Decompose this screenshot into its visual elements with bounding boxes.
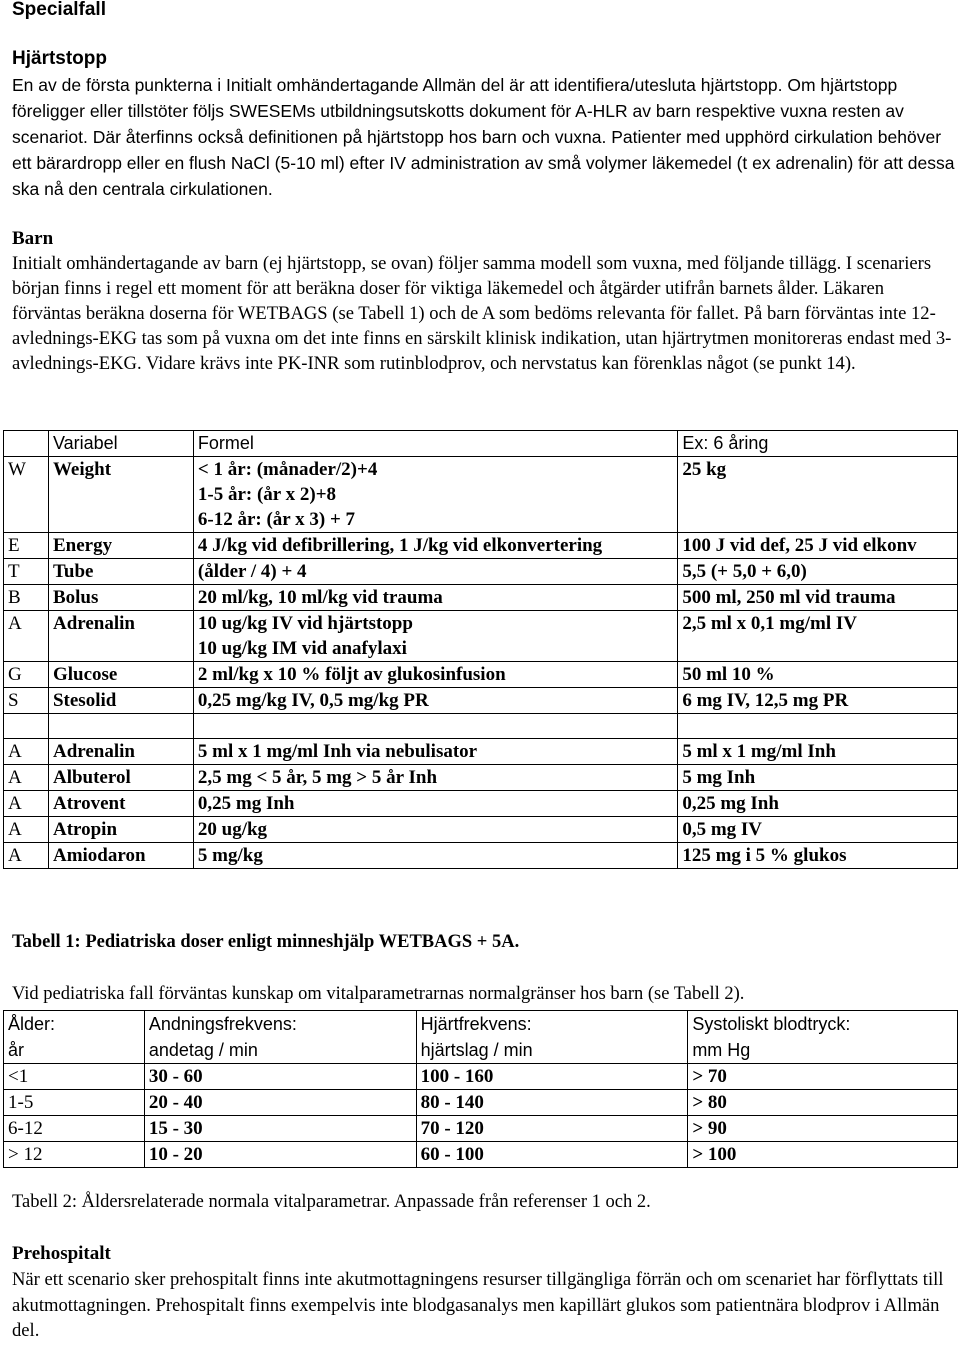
example-cell [678, 714, 958, 739]
header-resp: Andningsfrekvens: andetag / min [144, 1011, 416, 1064]
table-row [4, 662, 958, 688]
table-row [4, 1116, 958, 1142]
letter-cell: E [4, 533, 49, 559]
table-row [4, 533, 958, 559]
letter-cell: A [4, 765, 49, 791]
hr-cell: 100 - 160 [416, 1064, 688, 1090]
paragraph-barn: Initialt omhändertagande av barn (ej hjärtstopp, se ovan) följer samma modell som vuxna, med följande tillägg. I scenariers början finns i regel ett moment för att beräkna doser för viktiga läkemedel och åtgärder utifrån barnets ålder. Läkaren förväntas beräkna doserna för WETBAGS (se Tabell 1) och de A som bedöms relevanta för fallet. På barn förväntas inte 12-avlednings-EKG tas som på vuxna om det inte finns en särskilt klinisk indikation, utan hjärtrytmen monitoreras endast med 3-avlednings-EKG. Vidare krävs inte PK-INR som rutinblodprov, och nervstatus kan förenklas något (se punkt 14). [12, 253, 952, 374]
table1-caption: Tabell 1: Pediatriska doser enligt minneshjälp WETBAGS + 5A. [12, 932, 520, 952]
table-row [4, 1142, 958, 1168]
header-hr: Hjärtfrekvens: hjärtslag / min [416, 1011, 688, 1064]
resp-cell: 20 - 40 [144, 1090, 416, 1116]
table-row [4, 817, 958, 843]
header-formula: Formel [193, 431, 677, 457]
hr-cell: 60 - 100 [416, 1142, 688, 1168]
hr-cell: 80 - 140 [416, 1090, 688, 1116]
formula-cell: < 1 år: (månader/2)+4 1-5 år: (år x 2)+8 6-12 år: (år x 3) + 7 [193, 457, 677, 533]
example-cell: 0,25 mg Inh [678, 791, 958, 817]
subheading-barn: Barn [12, 228, 54, 249]
formula-cell: 5 mg/kg [193, 843, 677, 869]
example-cell: 2,5 ml x 0,1 mg/ml IV [678, 611, 958, 662]
table-row [4, 1064, 958, 1090]
paragraph-hjartstopp: En av de första punkterna i Initialt omhändertagande Allmän del är att identifiera/utesluta hjärtstopp. Om hjärtstopp föreligger eller tillstöter följs SWESEMs utbildningsutskotts dokument för A-HLR av barn respektive vuxna resten av scenariot. Där återfinns också definitionen på hjärtstopp hos barn och vuxna. Patienter med upphörd cirkulation behöver ett bärardropp eller en flush NaCl (5-10 ml) efter IV administration av små volymer läkemedel (t ex adrenalin) för att dessa ska nå den centrala cirkulationen. [12, 75, 955, 199]
example-cell: 5 mg Inh [678, 765, 958, 791]
formula-cell: 20 ml/kg, 10 ml/kg vid trauma [193, 585, 677, 611]
resp-cell: 30 - 60 [144, 1064, 416, 1090]
example-cell: 0,5 mg IV [678, 817, 958, 843]
resp-cell: 15 - 30 [144, 1116, 416, 1142]
subheading-prehospitalt: Prehospitalt [12, 1243, 111, 1264]
vitals-table [3, 1010, 958, 1168]
age-cell: 1-5 [4, 1090, 145, 1116]
letter-cell: A [4, 739, 49, 765]
variable-cell: Amiodaron [48, 843, 193, 869]
example-cell: 25 kg [678, 457, 958, 533]
letter-cell: G [4, 662, 49, 688]
header-example: Ex: 6 åring [678, 431, 958, 457]
bp-cell: > 70 [688, 1064, 958, 1090]
formula-cell: 0,25 mg/kg IV, 0,5 mg/kg PR [193, 688, 677, 714]
letter-cell: A [4, 817, 49, 843]
table-row [4, 791, 958, 817]
letter-cell: A [4, 611, 49, 662]
formula-cell: 4 J/kg vid defibrillering, 1 J/kg vid elkonvertering [193, 533, 677, 559]
formula-cell: 2 ml/kg x 10 % följt av glukosinfusion [193, 662, 677, 688]
example-cell: 125 mg i 5 % glukos [678, 843, 958, 869]
variable-cell: Energy [48, 533, 193, 559]
variable-cell: Adrenalin [48, 611, 193, 662]
table-row [4, 688, 958, 714]
bp-cell: > 90 [688, 1116, 958, 1142]
variable-cell: Adrenalin [48, 739, 193, 765]
table-row [4, 739, 958, 765]
letter-cell: B [4, 585, 49, 611]
subheading-hjartstopp: Hjärtstopp [12, 48, 107, 69]
formula-cell: 2,5 mg < 5 år, 5 mg > 5 år Inh [193, 765, 677, 791]
formula-cell: 5 ml x 1 mg/ml Inh via nebulisator [193, 739, 677, 765]
formula-cell [193, 714, 677, 739]
variable-cell: Tube [48, 559, 193, 585]
table-row [4, 843, 958, 869]
resp-cell: 10 - 20 [144, 1142, 416, 1168]
header-letter [4, 431, 49, 457]
variable-cell: Bolus [48, 585, 193, 611]
age-cell: > 12 [4, 1142, 145, 1168]
wetbags-table [3, 430, 958, 869]
header-age: Ålder: år [4, 1011, 145, 1064]
table-row [4, 765, 958, 791]
age-cell: 6-12 [4, 1116, 145, 1142]
vitals-body [4, 1064, 958, 1168]
table2-caption: Tabell 2: Åldersrelaterade normala vitalparametrar. Anpassade från referenser 1 och 2. [12, 1192, 651, 1212]
letter-cell [4, 714, 49, 739]
header-variable: Variabel [48, 431, 193, 457]
variable-cell: Stesolid [48, 688, 193, 714]
age-cell: <1 [4, 1064, 145, 1090]
formula-cell: 10 ug/kg IV vid hjärtstopp 10 ug/kg IM vid anafylaxi [193, 611, 677, 662]
table-row [4, 714, 958, 739]
letter-cell: W [4, 457, 49, 533]
formula-cell: 0,25 mg Inh [193, 791, 677, 817]
paragraph-prehospitalt: När ett scenario sker prehospitalt finns inte akutmottagningens resurser tillgängliga förrän och om scenariet har förflyttats till akutmottagningen. Prehospitalt finns exempelvis inte blodgasanalys men kapillärt glukos som patientnära blodprov i Allmän del. [12, 1269, 944, 1341]
formula-cell: 20 ug/kg [193, 817, 677, 843]
variable-cell: Albuterol [48, 765, 193, 791]
example-cell: 50 ml 10 % [678, 662, 958, 688]
vitals-header-row [4, 1011, 958, 1064]
example-cell: 6 mg IV, 12,5 mg PR [678, 688, 958, 714]
table-row [4, 611, 958, 662]
section-heading-specialfall: Specialfall [12, 0, 106, 20]
variable-cell: Glucose [48, 662, 193, 688]
example-cell: 5,5 (+ 5,0 + 6,0) [678, 559, 958, 585]
variable-cell: Atropin [48, 817, 193, 843]
header-bp: Systoliskt blodtryck: mm Hg [688, 1011, 958, 1064]
letter-cell: T [4, 559, 49, 585]
bp-cell: > 100 [688, 1142, 958, 1168]
example-cell: 5 ml x 1 mg/ml Inh [678, 739, 958, 765]
hr-cell: 70 - 120 [416, 1116, 688, 1142]
formula-cell: (ålder / 4) + 4 [193, 559, 677, 585]
vitals-intro: Vid pediatriska fall förväntas kunskap om vitalparametrarnas normalgränser hos barn (se Tabell 2). [12, 984, 745, 1004]
letter-cell: A [4, 843, 49, 869]
table-row [4, 559, 958, 585]
example-cell: 100 J vid def, 25 J vid elkonv [678, 533, 958, 559]
bp-cell: > 80 [688, 1090, 958, 1116]
variable-cell [48, 714, 193, 739]
variable-cell: Weight [48, 457, 193, 533]
example-cell: 500 ml, 250 ml vid trauma [678, 585, 958, 611]
letter-cell: A [4, 791, 49, 817]
variable-cell: Atrovent [48, 791, 193, 817]
table-header-row [4, 431, 958, 457]
table-row [4, 585, 958, 611]
wetbags-body [4, 457, 958, 869]
letter-cell: S [4, 688, 49, 714]
table-row [4, 457, 958, 533]
table-row [4, 1090, 958, 1116]
